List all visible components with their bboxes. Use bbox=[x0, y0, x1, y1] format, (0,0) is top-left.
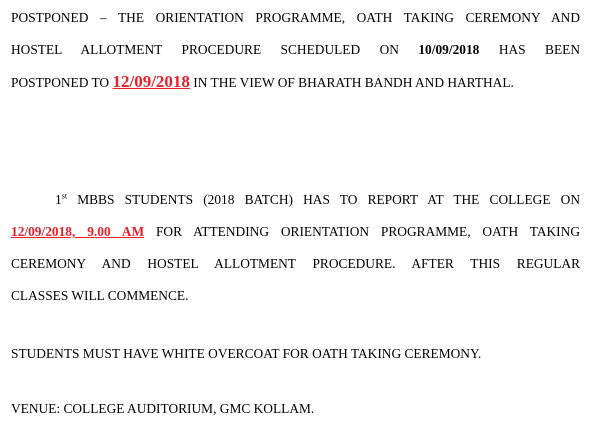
postponement-line-1: POSTPONED – THE ORIENTATION PROGRAMME, OATH TAKING CEREMONY AND bbox=[11, 10, 580, 25]
reporting-line-3: CEREMONY AND HOSTEL ALLOTMENT PROCEDURE. AFTER THIS REGULAR bbox=[11, 256, 580, 271]
postponement-line-2 bbox=[11, 34, 580, 66]
postponement-line-3-end: IN THE VIEW OF BHARATH BANDH AND HARTHAL. bbox=[193, 75, 514, 90]
old-date: 10/09/2018 bbox=[418, 42, 480, 57]
reporting-line-1 bbox=[11, 184, 580, 216]
venue-paragraph bbox=[11, 393, 580, 425]
venue-line: VENUE: COLLEGE AUDITORIUM, GMC KOLLAM. bbox=[11, 401, 315, 416]
reporting-line-1-text: MBBS STUDENTS (2018 BATCH) HAS TO REPORT AT THE COLLEGE ON bbox=[77, 192, 580, 207]
postponement-line-3 bbox=[11, 66, 580, 98]
postponement-line-3-text: POSTPONED TO bbox=[11, 75, 110, 90]
overcoat-line: STUDENTS MUST HAVE WHITE OVERCOAT FOR OATH TAKING CEREMONY. bbox=[11, 346, 482, 361]
reporting-line-2-text: FOR ATTENDING ORIENTATION PROGRAMME, OATH TAKING bbox=[155, 224, 580, 239]
postponement-line-2-text: HOSTEL ALLOTMENT PROCEDURE SCHEDULED ON bbox=[11, 42, 399, 57]
overcoat-paragraph bbox=[11, 338, 580, 370]
new-date: 12/09/2018 bbox=[112, 72, 190, 91]
reporting-paragraph bbox=[11, 184, 580, 312]
report-datetime: 12/09/2018, 9.00 AM bbox=[11, 224, 145, 239]
batch-ordinal-suffix: st bbox=[61, 191, 68, 201]
reporting-line-4: CLASSES WILL COMMENCE. bbox=[11, 288, 189, 303]
postponement-line-2-end: HAS BEEN bbox=[498, 42, 580, 57]
reporting-line-2 bbox=[11, 216, 580, 248]
postponement-paragraph bbox=[11, 2, 580, 98]
batch-ordinal: 1 bbox=[55, 192, 62, 207]
